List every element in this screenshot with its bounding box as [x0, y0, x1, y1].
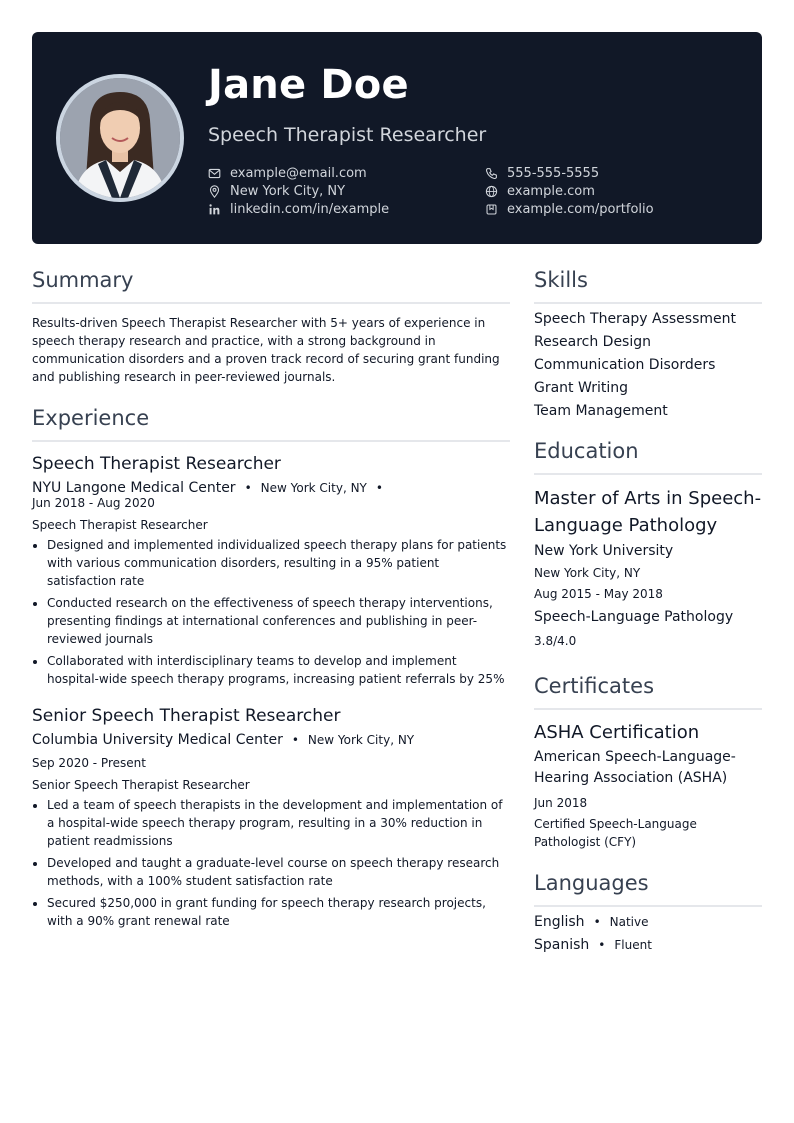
- job-bullet: • Designed and implemented individualized speech therapy plans for patients with various communication disorders, resulting in a 95% patient satisfaction rate: [47, 536, 510, 590]
- education-school: New York University: [534, 543, 674, 559]
- experience-heading: Experience: [32, 406, 510, 442]
- education-heading: Education: [534, 439, 762, 475]
- separator-dot: •: [593, 915, 601, 929]
- job-meta: [32, 732, 510, 748]
- job-bullet: • Conducted research on the effectiveness of speech therapy interventions, presenting findings at international conferences and publishing in peer-reviewed journals: [47, 594, 510, 648]
- location-icon: [208, 185, 221, 198]
- skill-item: Grant Writing: [534, 380, 628, 396]
- skill-item: Speech Therapy Assessment: [534, 311, 736, 327]
- main-column: [32, 268, 510, 930]
- phone-icon: [485, 167, 498, 180]
- certificate-org: American Speech-Language-Hearing Association (ASHA): [534, 749, 736, 786]
- summary-heading: Summary: [32, 268, 510, 304]
- contact-location-text: New York City, NY: [230, 184, 346, 199]
- education-dates: Aug 2015 - May 2018: [534, 587, 663, 601]
- experience-item: [32, 706, 510, 930]
- experience-item: [32, 454, 510, 688]
- skill-item: Research Design: [534, 334, 652, 350]
- contact-email-text: example@email.com: [230, 166, 367, 181]
- contact-phone-text: 555-555-5555: [507, 166, 600, 181]
- job-dates: Sep 2020 - Present: [32, 756, 146, 770]
- globe-icon: [485, 185, 498, 198]
- job-title: Senior Speech Therapist Researcher: [32, 706, 341, 726]
- job-location: New York City, NY: [260, 481, 367, 495]
- job-company: Columbia University Medical Center: [32, 732, 283, 748]
- certificates-heading: Certificates: [534, 674, 762, 710]
- job-dates: Jun 2018 - Aug 2020: [32, 496, 155, 510]
- education-gpa: 3.8/4.0: [534, 634, 577, 648]
- job-meta: [32, 480, 510, 510]
- language-name: Spanish: [534, 937, 590, 953]
- education-field: Speech-Language Pathology: [534, 609, 734, 625]
- languages-heading: Languages: [534, 871, 762, 907]
- summary-text: Results-driven Speech Therapist Researcher with 5+ years of experience in speech therapy research and practice, with a strong background in communication disorders and a proven track record of securing grant funding and publishing research in peer-reviewed journals.: [32, 316, 500, 384]
- contact-phone[interactable]: [485, 166, 599, 181]
- separator-dot: •: [375, 481, 383, 495]
- contact-portfolio-text: example.com/portfolio: [507, 202, 654, 217]
- candidate-title: Speech Therapist Researcher: [208, 124, 487, 146]
- skill-item: Communication Disorders: [534, 357, 716, 373]
- profile-photo: [56, 74, 184, 202]
- job-bullets: [32, 796, 510, 930]
- certificate-name: ASHA Certification: [534, 722, 700, 743]
- certificate-date: Jun 2018: [534, 796, 588, 810]
- language-name: English: [534, 914, 585, 930]
- job-bullet: • Secured $250,000 in grant funding for speech therapy research projects, with a 90% grant renewal rate: [47, 894, 510, 930]
- job-bullet: • Collaborated with interdisciplinary teams to develop and implement hospital-wide speech therapy programs, increasing patient referrals by 25%: [47, 652, 510, 688]
- job-bullets: [32, 536, 510, 688]
- language-level: Fluent: [614, 938, 652, 952]
- portfolio-icon: [485, 203, 498, 216]
- separator-dot: •: [244, 481, 252, 495]
- contact-linkedin[interactable]: [208, 202, 389, 217]
- job-role: Speech Therapist Researcher: [32, 518, 208, 532]
- language-item: [534, 937, 762, 953]
- skills-list: [534, 311, 762, 419]
- separator-dot: •: [598, 938, 606, 952]
- language-level: Native: [609, 915, 649, 929]
- job-title: Speech Therapist Researcher: [32, 454, 281, 474]
- skill-item: Team Management: [534, 403, 668, 419]
- candidate-name: Jane Doe: [208, 62, 409, 108]
- contact-website-text: example.com: [507, 184, 595, 199]
- skills-heading: Skills: [534, 268, 762, 304]
- job-company: NYU Langone Medical Center: [32, 480, 236, 496]
- job-bullet: • Developed and taught a graduate-level course on speech therapy research methods, with a 100% student satisfaction rate: [47, 854, 510, 890]
- certificate-detail: Certified Speech-Language Pathologist (CFY): [534, 817, 697, 849]
- contact-linkedin-text: linkedin.com/in/example: [230, 202, 390, 217]
- separator-dot: •: [291, 733, 299, 747]
- education-degree: Master of Arts in Speech-Language Pathology: [534, 488, 762, 536]
- linkedin-icon: [208, 203, 221, 216]
- contact-email[interactable]: [208, 166, 367, 181]
- mail-icon: [208, 167, 221, 180]
- language-item: [534, 914, 762, 930]
- contact-website[interactable]: [485, 184, 595, 199]
- education-location: New York City, NY: [534, 566, 641, 580]
- job-location: New York City, NY: [307, 733, 415, 747]
- resume-header: [32, 32, 762, 244]
- contact-portfolio[interactable]: [485, 202, 654, 217]
- side-column: [534, 268, 762, 953]
- job-bullet: • Led a team of speech therapists in the development and implementation of a hospital-wide speech therapy program, resulting in a 30% reduction in patient readmissions: [47, 796, 510, 850]
- languages-list: [534, 914, 762, 953]
- job-role: Senior Speech Therapist Researcher: [32, 778, 250, 792]
- contact-location: [208, 184, 345, 199]
- profile-photo-image: [60, 78, 180, 198]
